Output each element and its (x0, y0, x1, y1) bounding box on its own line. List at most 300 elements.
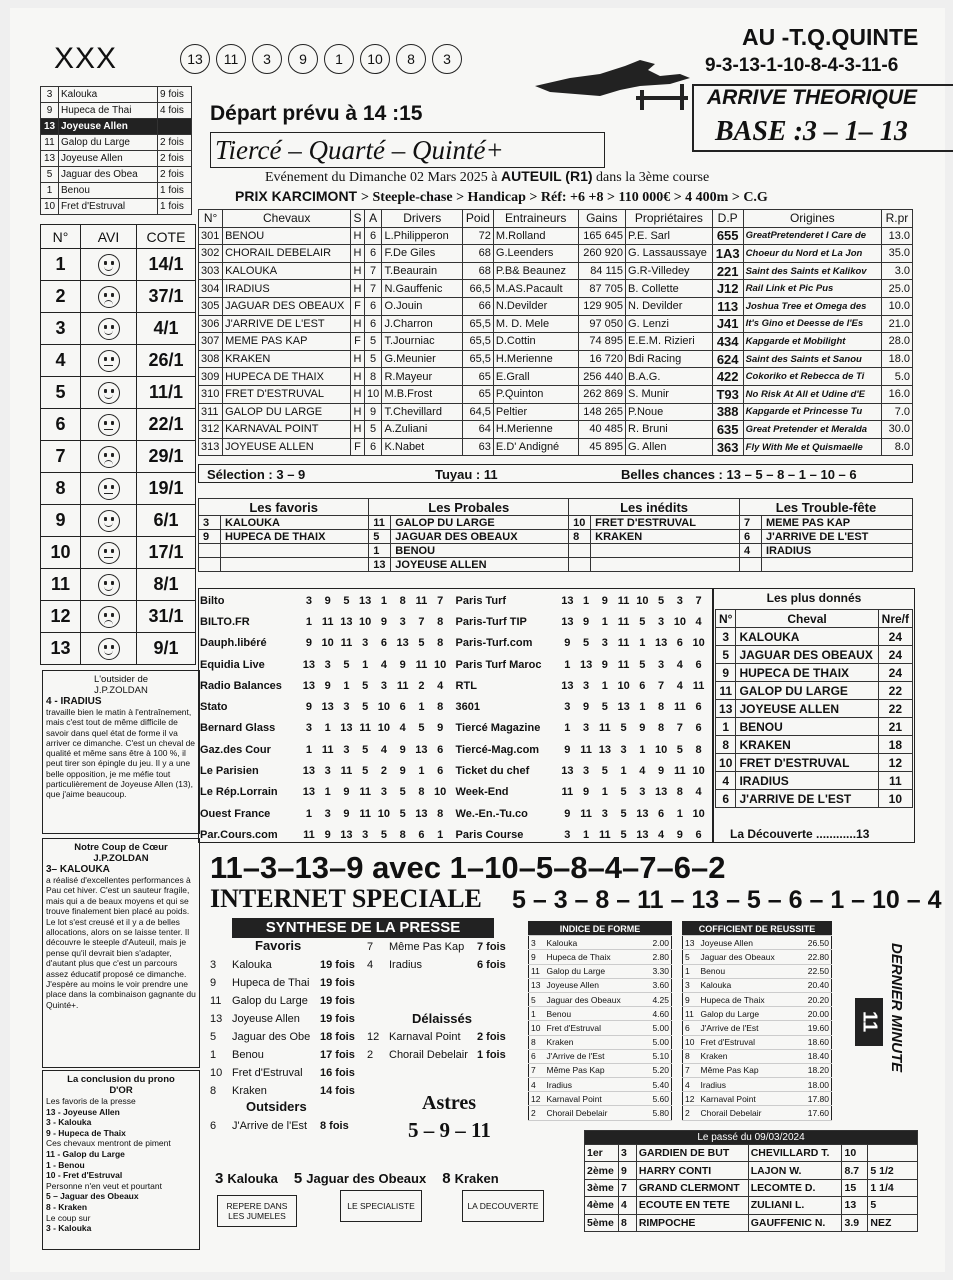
runner-cell: 16.0 (881, 385, 912, 403)
press-num: 5 (620, 722, 627, 735)
synthese-num: 9 (210, 977, 217, 989)
press-num: 5 (620, 786, 627, 799)
runner-cell: N.Gauffenic (382, 280, 462, 298)
bottom-pick-num: 5 (293, 1170, 303, 1187)
runner-cell: G.R-Villedey (626, 262, 713, 280)
press-num: 3 (324, 658, 331, 671)
synthese-num: 13 (210, 1013, 223, 1025)
neutral-face-icon (98, 478, 120, 500)
passe-cell: 7 (618, 1179, 636, 1196)
runner-cell: T.Beaurain (382, 262, 462, 280)
press-num: 5 (380, 828, 387, 841)
synthese-horse: Benou (232, 1049, 264, 1061)
passe-cell: LECOMTE D. (748, 1179, 842, 1196)
runner-cell: 165 645 (578, 227, 625, 245)
synthese-row (208, 992, 368, 1010)
press-num: 10 (434, 658, 447, 671)
press-source: Paris Turf (455, 594, 507, 607)
circled-number: 1 (324, 44, 354, 74)
delaisses-list (365, 1028, 525, 1064)
synthese-count: 19 fois (320, 977, 355, 989)
runner-cell: B. Collette (626, 280, 713, 298)
runners-header-cell: S (351, 210, 364, 228)
press-num: 11 (692, 679, 705, 692)
indice-num: 11 (529, 964, 545, 978)
press-num: 1 (324, 722, 331, 735)
coefficient-horse: Fret d'Estruval (699, 1035, 802, 1049)
runners-header-cell: Drivers (382, 210, 462, 228)
coefficient-value: 17.60 (802, 1106, 832, 1120)
coefficient-horse: Joyeuse Allen (699, 936, 802, 950)
coup-de-coeur-block (42, 838, 200, 1068)
avi-cote: 37/1 (137, 281, 196, 313)
runner-cell: 63 (462, 438, 493, 456)
category-cell (591, 544, 740, 558)
coefficient-value: 20.40 (802, 978, 832, 992)
press-source: Ticket du chef (455, 765, 530, 778)
runner-cell: H (351, 262, 364, 280)
press-num: 11 (303, 828, 315, 841)
press-num: 4 (676, 679, 683, 692)
outsiders-list (208, 1117, 368, 1135)
conclusion-line: 8 - Kraken (46, 1201, 88, 1212)
prix-line: PRIX KARCIMONT > Steeple-chase > Handicap > Réf: +6 +8 > 110 000€ > 4 400m > C.G (235, 188, 768, 205)
passe-cell: GAUFFENIC N. (748, 1214, 842, 1231)
indice-header (529, 922, 672, 936)
synthese-row (208, 974, 368, 992)
press-source: Paris-Turf.com (455, 637, 533, 650)
press-num: 5 (639, 615, 646, 628)
runner-cell: 66,5 (462, 280, 493, 298)
plus-donnes-row (716, 790, 913, 808)
press-num: 13 (340, 615, 353, 628)
runner-cell: F (351, 297, 364, 315)
runners-header-cell: R.pr (881, 210, 912, 228)
press-num: 3 (658, 658, 665, 671)
avi-mood (81, 313, 137, 345)
coefficient-row (683, 1063, 832, 1077)
category-cell (569, 558, 591, 572)
avi-row (41, 377, 196, 409)
press-num: 10 (654, 743, 668, 756)
plus-donnes-count: 21 (878, 718, 912, 736)
runners-table (198, 209, 913, 456)
passe-row (585, 1197, 918, 1214)
category-cell: GALOP DU LARGE (391, 516, 569, 530)
category-cell: HUPECA DE THAIX (221, 530, 369, 544)
top-list-num: 9 (41, 103, 59, 119)
press-num: 6 (437, 765, 444, 778)
circled-numbers (180, 44, 462, 74)
conclusion-line: 9 - Hupeca de Thaix (46, 1127, 126, 1138)
happy-face-icon (98, 510, 120, 532)
runner-cell: 97 050 (578, 315, 625, 333)
neutral-face-icon (98, 414, 120, 436)
press-num: 9 (324, 679, 331, 692)
passe-cell: 3 (618, 1145, 636, 1162)
synthese-title: SYNTHESE DE LA PRESSE (232, 918, 494, 938)
decouverte-button[interactable]: LA DECOUVERTE (462, 1190, 544, 1222)
internet-speciale-sequence: 5 – 3 – 8 – 11 – 13 – 5 – 6 – 1 – 10 – 4 (512, 886, 942, 914)
press-num: 13 (321, 701, 334, 714)
press-row (198, 739, 708, 760)
runner-cell: 65 (462, 368, 493, 386)
synthese-row (365, 938, 525, 956)
coefficient-row (683, 1035, 832, 1049)
runner-cell: 313 (199, 438, 223, 456)
runner-cell: 307 (199, 333, 223, 351)
press-num: 13 (636, 807, 649, 820)
runner-cell: 305 (199, 297, 223, 315)
synthese-count: 2 fois (477, 1031, 506, 1043)
press-num: 13 (561, 594, 574, 607)
press-num: 8 (399, 828, 406, 841)
avi-row (41, 505, 196, 537)
passe-cell: ECOUTE EN TETE (636, 1197, 748, 1214)
runner-cell: N. Devilder (626, 297, 713, 315)
runners-header-cell: D.P (712, 210, 743, 228)
sad-face-icon (98, 446, 120, 468)
coefficient-num: 9 (683, 992, 699, 1006)
runner-cell: 7 (364, 280, 382, 298)
avi-mood (81, 473, 137, 505)
coefficient-row (683, 1049, 832, 1063)
synthese-num: 4 (367, 959, 374, 971)
press-num: 6 (380, 637, 387, 650)
press-row (198, 696, 708, 717)
synthese-count: 19 fois (320, 959, 355, 971)
conclusion-line: Les favoris de la presse (46, 1096, 136, 1106)
synthese-num: 12 (367, 1031, 380, 1043)
category-cell: 9 (199, 530, 221, 544)
category-cell: J'ARRIVE DE L'EST (761, 530, 912, 544)
event-line: Evénement du Dimanche 02 Mars 2025 à AUTEUIL (R1) dans la 3ème course (265, 168, 710, 185)
avi-cote: 22/1 (137, 409, 196, 441)
coefficient-value: 17.80 (802, 1092, 832, 1106)
coefficient-horse: Iradius (699, 1078, 802, 1092)
runner-cell: 9 (364, 403, 382, 421)
press-num: 11 (580, 743, 592, 756)
passe-cell: 8 (618, 1214, 636, 1231)
runner-row (199, 350, 913, 368)
press-num: 10 (321, 637, 334, 650)
runner-cell: T.Journiac (382, 333, 462, 351)
runner-cell: 624 (712, 350, 743, 368)
indice-num: 7 (529, 1063, 545, 1077)
runner-cell: FRET D'ESTRUVAL (223, 385, 351, 403)
indice-value: 4.25 (642, 992, 672, 1006)
press-num: 13 (415, 807, 428, 820)
top-list-num: 1 (41, 183, 59, 199)
category-cell: 1 (369, 544, 391, 558)
plus-donnes-count: 24 (878, 646, 912, 664)
indice-horse: Karnaval Point (545, 1092, 642, 1106)
category-cell: FRET D'ESTRUVAL (591, 516, 740, 530)
delaisses-label: Délaissés (412, 1011, 472, 1026)
neutral-face-icon (98, 542, 120, 564)
passe-header (585, 1131, 918, 1145)
avi-row (41, 441, 196, 473)
press-source: Paris-Turf TIP (455, 615, 527, 628)
repere-button[interactable]: REPERE DANS LES JUMELES (217, 1195, 297, 1227)
indice-num: 2 (529, 1106, 545, 1120)
runner-cell: BENOU (223, 227, 351, 245)
top-list-num: 10 (41, 199, 59, 215)
press-num: 9 (583, 786, 590, 799)
category-cell (221, 558, 369, 572)
coefficient-row (683, 1021, 832, 1035)
press-num: 10 (377, 722, 391, 735)
runner-cell: Bdi Racing (626, 350, 713, 368)
passe-row (585, 1179, 918, 1196)
indice-value: 2.80 (642, 950, 672, 964)
runner-cell: MEME PAS KAP (223, 333, 351, 351)
top-list-name: Joyeuse Allen (59, 151, 158, 167)
coefficient-horse: Chorail Debelair (699, 1106, 802, 1120)
press-num: 11 (617, 658, 630, 671)
plus-donnes-row (716, 718, 913, 736)
passe-cell: 3ème (585, 1179, 619, 1196)
runner-cell: 10.0 (881, 297, 912, 315)
bottom-pick (442, 1171, 498, 1186)
runner-cell: JAGUAR DES OBEAUX (223, 297, 351, 315)
synthese-horse: Même Pas Kap (389, 941, 465, 953)
category-row (199, 530, 913, 544)
plus-donnes-num: 3 (716, 628, 736, 646)
dernier-minute (852, 943, 914, 1098)
happy-face-icon (98, 382, 120, 404)
runner-cell: 66 (462, 297, 493, 315)
runner-cell: 64 (462, 421, 493, 439)
plus-donnes-num: 13 (716, 700, 736, 718)
plus-donnes-row (716, 628, 913, 646)
face-mouth (104, 365, 113, 370)
face-mouth (104, 460, 113, 465)
astres-value: 5 – 9 – 11 (408, 1118, 491, 1142)
top-list-name: Jaguar des Obea (59, 167, 158, 183)
indice-row (529, 1049, 672, 1063)
avi-cote: 29/1 (137, 441, 196, 473)
synthese-num: 10 (210, 1067, 223, 1079)
runner-cell: T93 (712, 385, 743, 403)
runner-cell: 6 (364, 438, 382, 456)
avi-mood (81, 569, 137, 601)
runner-cell: 7.0 (881, 403, 912, 421)
indice-value: 5.20 (642, 1063, 672, 1077)
press-num: 4 (437, 679, 444, 692)
runner-cell: 5.0 (881, 368, 912, 386)
press-num: 13 (415, 743, 428, 756)
press-num: 3 (676, 594, 683, 607)
category-cell: 10 (569, 516, 591, 530)
runner-cell: G.Leenders (493, 245, 578, 263)
synthese-num: 11 (210, 995, 222, 1007)
press-num: 5 (362, 765, 369, 778)
press-num: 1 (305, 743, 312, 756)
synthese-count: 19 fois (320, 995, 355, 1007)
passe-cell: 4 (618, 1197, 636, 1214)
press-num: 11 (617, 615, 630, 628)
passe-cell: 3.9 (842, 1214, 868, 1231)
press-num: 11 (599, 722, 611, 735)
bottom-picks (215, 1170, 515, 1187)
runner-cell: 13.0 (881, 227, 912, 245)
indice-value: 5.00 (642, 1035, 672, 1049)
press-num: 9 (564, 637, 571, 650)
category-cell: BENOU (391, 544, 569, 558)
outsider-block (42, 670, 200, 834)
avi-cote: 11/1 (137, 377, 196, 409)
press-num: 1 (564, 658, 571, 671)
avi-cote: 26/1 (137, 345, 196, 377)
avi-row (41, 249, 196, 281)
coefficient-num: 4 (683, 1078, 699, 1092)
press-num: 1 (601, 679, 608, 692)
coefficient-num: 12 (683, 1092, 699, 1106)
runners-header-cell: Chevaux (223, 210, 351, 228)
runner-cell: KARNAVAL POINT (223, 421, 351, 439)
face-mouth (104, 429, 113, 434)
plus-donnes-horse: KRAKEN (736, 736, 878, 754)
press-num: 3 (305, 594, 312, 607)
runner-cell: No Risk At All et Udine d'E (743, 385, 881, 403)
top-list-name: Galop du Large (59, 135, 158, 151)
runner-cell: 35.0 (881, 245, 912, 263)
runner-row (199, 297, 913, 315)
passe-cell: CHEVILLARD T. (748, 1145, 842, 1162)
category-row (199, 516, 913, 530)
press-num: 3 (564, 828, 571, 841)
indice-de-forme-table (528, 921, 672, 1121)
category-cell: 6 (739, 530, 761, 544)
neutral-face-icon (98, 350, 120, 372)
belles-chances-text: Belles chances : 13 – 5 – 8 – 1 – 10 – 6 (621, 467, 857, 482)
conclusion-line: Personne n'en veut et pourtant (46, 1180, 162, 1191)
runner-cell: Peltier (493, 403, 578, 421)
synthese-horse: Joyeuse Allen (232, 1013, 300, 1025)
indice-horse: Iradius (545, 1078, 642, 1092)
category-cell (199, 558, 221, 572)
press-num: 13 (340, 828, 353, 841)
indice-value: 5.80 (642, 1106, 672, 1120)
passe-cell: 1 1/4 (868, 1179, 918, 1196)
category-cell: 13 (369, 558, 391, 572)
runner-cell: M.AS.Pacault (493, 280, 578, 298)
runner-cell: 422 (712, 368, 743, 386)
runner-cell: H (351, 227, 364, 245)
runner-cell: T.Chevillard (382, 403, 462, 421)
press-num: 13 (654, 786, 668, 799)
synthese-num: 7 (367, 941, 374, 953)
runner-cell: IRADIUS (223, 280, 351, 298)
face-mouth (104, 522, 113, 527)
coefficient-row (683, 992, 832, 1006)
runner-row (199, 280, 913, 298)
avi-mood (81, 601, 137, 633)
runner-cell: P.Noue (626, 403, 713, 421)
runner-cell: Kapgarde et Princesse Tu (743, 403, 881, 421)
runner-cell: 221 (712, 262, 743, 280)
conclusion-line: 3 - Kalouka (46, 1223, 92, 1234)
press-num: 9 (564, 807, 571, 820)
synthese-horse: Galop du Large (232, 995, 308, 1007)
runner-cell: B.A.G. (626, 368, 713, 386)
passe-row (585, 1214, 918, 1231)
runner-cell: 30.0 (881, 421, 912, 439)
press-num: 3 (583, 679, 590, 692)
press-num: 11 (321, 743, 334, 756)
coefficient-num: 11 (683, 1007, 699, 1021)
coefficient-num: 5 (683, 950, 699, 964)
plus-donnes-count: 18 (878, 736, 912, 754)
runner-row (199, 245, 913, 263)
runner-cell: 10 (364, 385, 382, 403)
runner-cell: 8.0 (881, 438, 912, 456)
runner-cell: 3.0 (881, 262, 912, 280)
top-list-row (41, 151, 192, 167)
press-num: 1 (639, 637, 646, 650)
runner-cell: M. D. Mele (493, 315, 578, 333)
press-num: 4 (695, 786, 702, 799)
runner-cell: F (351, 333, 364, 351)
press-num: 13 (396, 637, 409, 650)
synthese-horse: Iradius (389, 959, 423, 971)
happy-face-icon (98, 574, 120, 596)
plus-donnes-count: 22 (878, 700, 912, 718)
avi-num: 5 (41, 377, 81, 409)
avi-cote-table (40, 224, 196, 665)
conclusion-line: 10 - Fret d'Estruval (46, 1170, 123, 1181)
top-list-name: Hupeca de Thai (59, 103, 158, 119)
plus-donnes-row (716, 700, 913, 718)
specialiste-button[interactable]: LE SPECIALISTE (340, 1190, 422, 1222)
press-num: 5 (601, 701, 608, 714)
face-mouth (104, 394, 113, 399)
avi-mood (81, 633, 137, 665)
coefficient-row (683, 964, 832, 978)
press-num: 1 (601, 615, 608, 628)
runner-cell: F.De Giles (382, 245, 462, 263)
runner-cell: Joshua Tree et Omega des (743, 297, 881, 315)
indice-num: 8 (529, 1035, 545, 1049)
runner-cell: H (351, 385, 364, 403)
avi-row (41, 473, 196, 505)
bottom-pick-name: Kalouka (227, 1171, 278, 1186)
coeur-horse: 3– KALOUKA (46, 864, 110, 875)
runner-cell: 68 (462, 245, 493, 263)
indice-row (529, 964, 672, 978)
press-source: Par.Cours.com (200, 828, 278, 841)
jumping-horse-icon (530, 56, 695, 112)
bet-type-title: Tiercé – Quarté – Quinté+ (210, 132, 605, 168)
main-combination: 11–3–13–9 avec 1–10–5–8–4–7–6–2 (210, 850, 726, 885)
press-num: 13 (598, 743, 611, 756)
selection-text: Sélection : 3 – 9 (207, 467, 306, 482)
plus-donnes-header-cell: N° (716, 610, 736, 628)
press-num: 9 (305, 701, 312, 714)
coefficient-horse: Hupeca de Thaix (699, 992, 802, 1006)
runner-cell: KRAKEN (223, 350, 351, 368)
plus-donnes-header-cell: Cheval (736, 610, 878, 628)
runner-cell: H (351, 421, 364, 439)
program-sheet (10, 8, 945, 1272)
synthese-horse: Hupeca de Thai (232, 977, 310, 989)
top-list (40, 86, 192, 215)
dernier-minute-value: 11 (855, 998, 883, 1046)
runner-cell: 65,5 (462, 315, 493, 333)
synthese-count: 19 fois (320, 1013, 355, 1025)
synthese-horse: Kraken (232, 1085, 267, 1097)
